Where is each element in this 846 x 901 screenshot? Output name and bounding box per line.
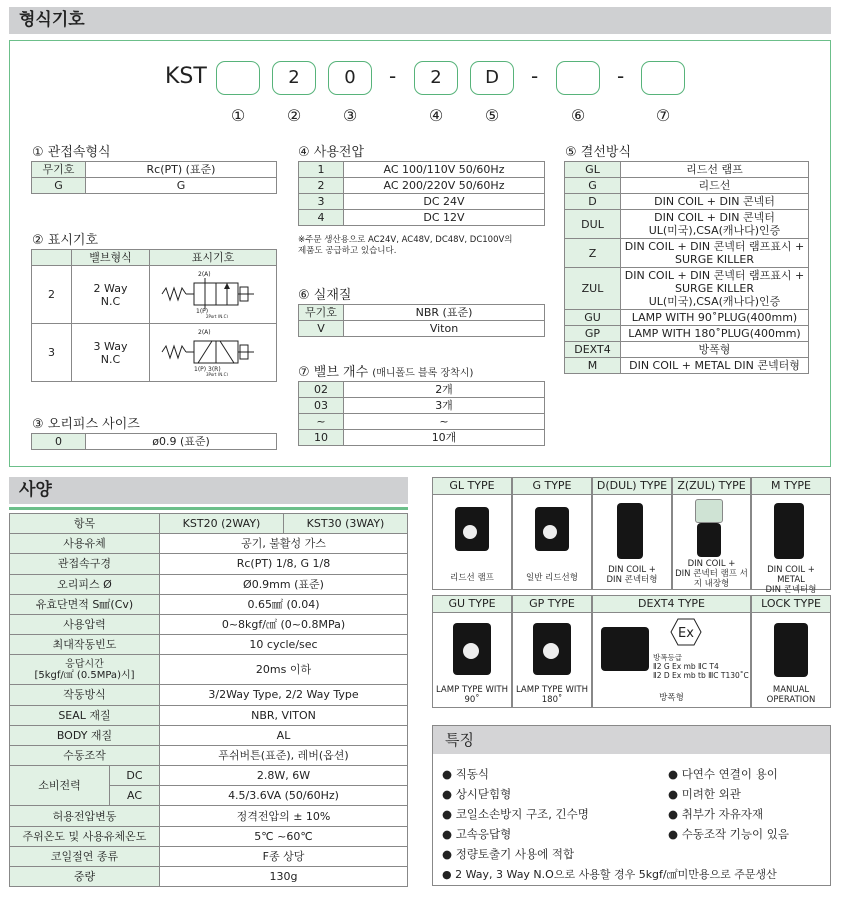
features-title: 특징 [445, 731, 474, 749]
seal-title: ⑥ 실재질 [298, 288, 352, 303]
voltage-code: 4 [299, 210, 344, 226]
code-dash: - [617, 64, 625, 88]
orifice-title: ③ 오리피스 사이즈 [32, 417, 140, 432]
valve-count-desc: 10개 [344, 430, 545, 446]
wiring-code: GL [565, 162, 621, 178]
wiring-code: GP [565, 326, 621, 342]
spec-value: 0~8kgf/㎠ (0~0.8MPa) [160, 614, 408, 634]
seal-code: 무기호 [299, 305, 344, 321]
spec-value: 10 cycle/sec [160, 635, 408, 655]
spec-value: 130g [160, 867, 408, 887]
wiring-table [564, 161, 809, 374]
feature-item: ● 2 Way, 3 Way N.O으로 사용할 경우 5kgf/㎠미만용으로 주문생산 [442, 868, 777, 881]
type-header-gu: GU TYPE [432, 595, 512, 613]
seal-code: V [299, 321, 344, 337]
type-cell-d [592, 494, 672, 590]
model-section-title: 형식기호 [19, 10, 85, 30]
type-cell-gu [432, 612, 512, 708]
code-box-2: 2 [272, 61, 316, 95]
wiring-code: Z [565, 239, 621, 268]
symbol-port-bottom: 1(P) [196, 308, 209, 315]
symbol-header-type: 밸브형식 [72, 250, 150, 266]
connection-desc: G [86, 178, 277, 194]
wiring-code: DUL [565, 210, 621, 239]
type-cell-lock [751, 612, 831, 708]
spec-value: Rc(PT) 1/8, G 1/8 [160, 554, 408, 574]
lock-coil-image [774, 623, 808, 677]
symbol-port-note: 3Port (N.C) [206, 372, 228, 376]
symbol-port-top: 2(A) [198, 329, 211, 336]
spec-label: 관접속구경 [10, 554, 160, 574]
type-cell-dext4 [592, 612, 751, 708]
spec-label: 사용유체 [10, 534, 160, 554]
wiring-code: M [565, 358, 621, 374]
type-header-g: G TYPE [512, 477, 592, 495]
symbol-port-bottom: 1(P) 3(R) [194, 366, 221, 373]
wiring-desc: 방폭형 [621, 342, 809, 358]
valve-count-code: 02 [299, 382, 344, 398]
type-caption: DIN COIL + METAL DIN 콘넥터형 [765, 565, 817, 595]
wiring-desc: LAMP WITH 90˚PLUG(400mm) [621, 310, 809, 326]
spec-table [9, 513, 408, 887]
spec-value: F종 상당 [160, 846, 408, 866]
spec-power-type: AC [110, 786, 160, 806]
spec-divider [9, 507, 408, 510]
circled-1: ① [230, 106, 246, 125]
spec-label: 수동조작 [10, 745, 160, 765]
valve-count-title [298, 361, 473, 380]
voltage-code: 3 [299, 194, 344, 210]
dext4-grade-1: Ⅱ2 G Ex mb ⅡC T4 [653, 662, 719, 671]
type-header-dext4: DEXT4 TYPE [592, 595, 751, 613]
wiring-desc: DIN COIL + DIN 콘넥터 램프표시 + SURGE KILLER [621, 239, 809, 268]
code-box-4: 2 [414, 61, 458, 95]
spec-label: 유효단면적 S㎟(Cv) [10, 594, 160, 614]
code-box-3: 0 [328, 61, 372, 95]
circled-4: ④ [428, 106, 444, 125]
seal-table [298, 304, 545, 337]
symbol-title: ② 표시기호 [32, 233, 99, 248]
symbol-type: 2 Way N.C [72, 266, 150, 324]
wiring-code: D [565, 194, 621, 210]
spec-label: 사용압력 [10, 614, 160, 634]
spec-value: 0.65㎟ (0.04) [160, 594, 408, 614]
voltage-title: ④ 사용전압 [298, 145, 365, 160]
voltage-desc: DC 12V [344, 210, 545, 226]
type-cell-gp [512, 612, 592, 708]
m-coil-image [774, 503, 804, 559]
spec-header-kst20: KST20 (2WAY) [160, 514, 284, 534]
wiring-desc: LAMP WITH 180˚PLUG(400mm) [621, 326, 809, 342]
z-connector-image [695, 499, 723, 523]
orifice-table [31, 433, 277, 450]
feature-item: ● 정량토출기 사용에 적합 [442, 847, 575, 861]
spec-label: 코일절연 종류 [10, 846, 160, 866]
feature-item: ● 직동식 [442, 767, 490, 781]
spec-power-label: 소비전력 [10, 766, 110, 806]
connection-desc: Rc(PT) (표준) [86, 162, 277, 178]
voltage-code: 1 [299, 162, 344, 178]
type-caption: DIN COIL + DIN 콘넥터 램프 서 지 내장형 [675, 559, 748, 589]
wiring-desc: DIN COIL + METAL DIN 콘넥터형 [621, 358, 809, 374]
valve-symbol-3way [150, 324, 277, 382]
wiring-code: ZUL [565, 268, 621, 310]
wiring-title: ⑤ 결선방식 [565, 145, 632, 160]
feature-item: ● 상시닫힘형 [442, 787, 512, 801]
spec-value: 20ms 이하 [160, 655, 408, 685]
spec-label: 주위온도 및 사용유체온도 [10, 826, 160, 846]
spec-section-title: 사양 [19, 480, 52, 500]
type-header-lock: LOCK TYPE [751, 595, 831, 613]
wiring-code: DEXT4 [565, 342, 621, 358]
type-caption: 방폭형 [659, 693, 684, 703]
voltage-desc: AC 200/220V 50/60Hz [344, 178, 545, 194]
type-caption: LAMP TYPE WITH 180˚ [516, 685, 588, 705]
symbol-port-note: 2Port (N.C) [206, 314, 228, 318]
seal-desc: NBR (표준) [344, 305, 545, 321]
type-header-d: D(DUL) TYPE [592, 477, 672, 495]
orifice-desc: ø0.9 (표준) [86, 434, 277, 450]
connection-code: G [32, 178, 86, 194]
wiring-desc: 리드선 [621, 178, 809, 194]
symbol-table [31, 249, 277, 382]
symbol-code: 3 [32, 324, 72, 382]
symbol-port-top: 2(A) [198, 271, 211, 278]
type-header-m: M TYPE [751, 477, 831, 495]
valve-count-table [298, 381, 545, 446]
type-header-gl: GL TYPE [432, 477, 512, 495]
valve-2way-symbol-icon [158, 268, 268, 318]
feature-item: ● 코일소손방지 구조, 긴수명 [442, 807, 589, 821]
valve-count-desc: ~ [344, 414, 545, 430]
code-dash: - [531, 64, 539, 88]
wiring-code: GU [565, 310, 621, 326]
voltage-desc: AC 100/110V 50/60Hz [344, 162, 545, 178]
features-header [433, 726, 830, 754]
voltage-table [298, 161, 545, 226]
spec-label: SEAL 재질 [10, 705, 160, 725]
symbol-header-symbol: 표시기호 [150, 250, 277, 266]
symbol-type: 3 Way N.C [72, 324, 150, 382]
valve-symbol-2way [150, 266, 277, 324]
spec-label: 응답시간 [5kgf/㎠ (0.5MPa)시] [10, 655, 160, 685]
wiring-desc: DIN COIL + DIN 콘넥터 램프표시 + SURGE KILLER UL(미국),CSA(캐나다)인증 [621, 268, 809, 310]
orifice-code: 0 [32, 434, 86, 450]
connection-code: 무기호 [32, 162, 86, 178]
circled-3: ③ [342, 106, 358, 125]
spec-label: 중량 [10, 867, 160, 887]
spec-value: 5℃ ~60℃ [160, 826, 408, 846]
valve-count-desc: 2개 [344, 382, 545, 398]
feature-item: ● 고속응답형 [442, 827, 512, 841]
voltage-note: ※주문 생산용으로 AC24V, AC48V, DC48V, DC100V의 제품도 공급하고 있습니다. [298, 235, 513, 256]
gl-coil-image [455, 507, 489, 551]
spec-value: 정격전압의 ± 10% [160, 806, 408, 826]
spec-label: 작동방식 [10, 685, 160, 705]
valve-3way-symbol-icon [158, 326, 268, 376]
feature-item: ● 취부가 자유자재 [668, 807, 764, 821]
spec-value: Ø0.9mm (표준) [160, 574, 408, 594]
symbol-code: 2 [32, 266, 72, 324]
type-caption: 일반 리드선형 [526, 573, 578, 583]
code-box-7 [641, 61, 685, 95]
valve-count-desc: 3개 [344, 398, 545, 414]
spec-value: AL [160, 725, 408, 745]
ex-hexagon-icon [669, 617, 703, 647]
valve-count-code: ~ [299, 414, 344, 430]
dext4-grade-2: Ⅱ2 D Ex mb tb ⅢC T130˚C [653, 671, 749, 680]
type-caption: MANUAL OPERATION [766, 685, 816, 705]
code-box-6 [556, 61, 600, 95]
circled-7: ⑦ [655, 106, 671, 125]
circled-6: ⑥ [570, 106, 586, 125]
connection-title: ① 관접속형식 [32, 145, 111, 160]
wiring-code: G [565, 178, 621, 194]
gu-coil-image [453, 623, 491, 675]
spec-label: 오리피스 Ø [10, 574, 160, 594]
spec-label: 허용전압변동 [10, 806, 160, 826]
spec-value: 2.8W, 6W [160, 766, 408, 786]
valve-count-title-main: ⑦ 밸브 개수 [298, 365, 369, 380]
wiring-desc: 리드선 램프 [621, 162, 809, 178]
type-header-z: Z(ZUL) TYPE [672, 477, 751, 495]
feature-item: ● 미려한 외관 [668, 787, 741, 801]
spec-value: NBR, VITON [160, 705, 408, 725]
z-coil-image [697, 523, 721, 557]
feature-item: ● 다연수 연결이 용이 [668, 767, 778, 781]
dext4-coil-image [601, 627, 649, 671]
spec-header-item: 항목 [10, 514, 160, 534]
spec-header-kst30: KST30 (3WAY) [284, 514, 408, 534]
spec-label: 최대작동빈도 [10, 635, 160, 655]
spec-value: 3/2Way Type, 2/2 Way Type [160, 685, 408, 705]
gp-coil-image [533, 623, 571, 675]
seal-desc: Viton [344, 321, 545, 337]
spec-section-header [9, 477, 408, 504]
code-dash: - [389, 64, 397, 88]
spec-label: BODY 재질 [10, 725, 160, 745]
dext4-grade-title: 방폭등급 [653, 653, 682, 662]
spec-value: 공기, 불활성 가스 [160, 534, 408, 554]
valve-count-code: 10 [299, 430, 344, 446]
spec-value: 4.5/3.6VA (50/60Hz) [160, 786, 408, 806]
model-section-header [9, 7, 831, 34]
valve-count-subtitle: (매니폴드 블록 장착시) [372, 368, 474, 379]
code-box-5: D [470, 61, 514, 95]
type-header-gp: GP TYPE [512, 595, 592, 613]
type-cell-z [672, 494, 751, 590]
feature-item: ● 수동조작 기능이 있음 [668, 827, 789, 841]
type-cell-gl [432, 494, 512, 590]
wiring-desc: DIN COIL + DIN 콘넥터 [621, 194, 809, 210]
type-caption: DIN COIL + DIN 콘넥터형 [606, 565, 658, 585]
connection-table [31, 161, 277, 194]
type-caption: 리드선 램프 [450, 573, 494, 583]
ex-mark-text: Ex [678, 626, 694, 641]
wiring-desc: DIN COIL + DIN 콘넥터 UL(미국),CSA(캐나다)인증 [621, 210, 809, 239]
voltage-desc: DC 24V [344, 194, 545, 210]
code-box-1 [216, 61, 260, 95]
type-cell-m [751, 494, 831, 595]
circled-5: ⑤ [484, 106, 500, 125]
voltage-code: 2 [299, 178, 344, 194]
type-caption: LAMP TYPE WITH 90˚ [436, 685, 508, 705]
model-prefix: KST [165, 64, 207, 89]
spec-value: 푸쉬버튼(표준), 레버(옵션) [160, 745, 408, 765]
d-coil-image [617, 503, 643, 559]
spec-power-type: DC [110, 766, 160, 786]
g-coil-image [535, 507, 569, 551]
valve-count-code: 03 [299, 398, 344, 414]
circled-2: ② [286, 106, 302, 125]
type-cell-g [512, 494, 592, 590]
